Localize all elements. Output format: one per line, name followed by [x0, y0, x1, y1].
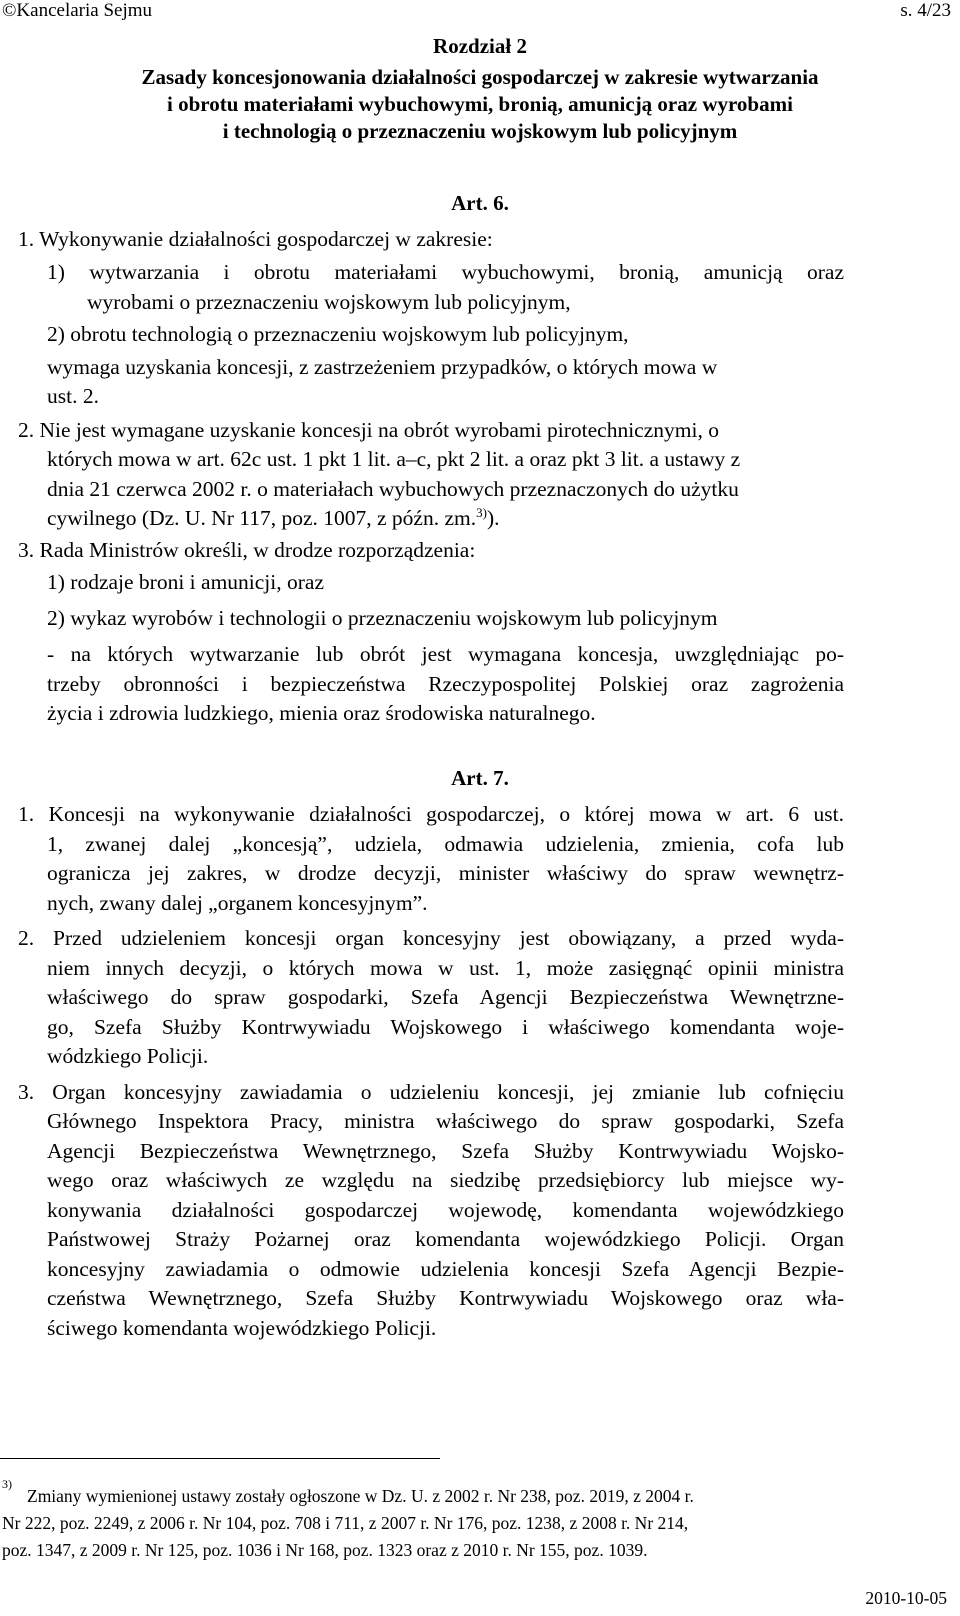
- art6-paragraph-2-line: [47, 503, 500, 533]
- art7-paragraph-1-line: 1, zwanej dalej „koncesją”, udziela, odmawia udzielenia, zmienia, cofa lub: [47, 832, 844, 856]
- art6-point-1-cont: wyrobami o przeznaczeniu wojskowym lub policyjnym,: [87, 290, 571, 314]
- art7-paragraph-2-line: wódzkiego Policji.: [47, 1044, 209, 1068]
- chapter-title: Rozdział 2: [433, 34, 527, 58]
- art7-paragraph-3-line: wego oraz właściwych ze względu na siedzibę przedsiębiorcy lub miejsce wy-: [47, 1168, 844, 1192]
- art7-paragraph-1-line: ogranicza jej zakres, w drodze decyzji, minister właściwy do spraw wewnętrz-: [47, 861, 844, 885]
- art6-text: cywilnego (Dz. U. Nr 117, poz. 1007, z późn. zm.: [47, 506, 477, 530]
- art6-point-1: 1) wytwarzania i obrotu materiałami wybuchowymi, bronią, amunicją oraz: [47, 260, 844, 284]
- art6-paragraph-1-tail: wymaga uzyskania koncesji, z zastrzeżeniem przypadków, o których mowa w: [47, 355, 718, 379]
- art7-paragraph-3-line: czeństwa Wewnętrznego, Szefa Służby Kontrwywiadu Wojskowego oraz wła-: [47, 1286, 844, 1310]
- art6-paragraph-1-tail: ust. 2.: [47, 384, 99, 408]
- chapter-subtitle-line: i obrotu materiałami wybuchowymi, bronią, amunicją oraz wyrobami: [167, 92, 793, 116]
- art6-paragraph-3-tail: - na których wytwarzanie lub obrót jest wymagana koncesja, uwzględniając po-: [47, 642, 844, 666]
- document-date: 2010-10-05: [865, 1588, 947, 1608]
- art7-paragraph-2: 2. Przed udzieleniem koncesji organ koncesyjny jest obowiązany, a przed wyda-: [18, 926, 844, 950]
- art6-paragraph-3-point-1: 1) rodzaje broni i amunicji, oraz: [47, 570, 325, 594]
- footnote-ref: 3): [476, 504, 487, 520]
- art6-paragraph-3: 3. Rada Ministrów określi, w drodze rozporządzenia:: [18, 538, 476, 562]
- footnote-line: Zmiany wymienionej ustawy zostały ogłoszone w Dz. U. z 2002 r. Nr 238, poz. 2019, z 2004 r.: [27, 1486, 694, 1506]
- art7-paragraph-3-line: Państwowej Straży Pożarnej oraz komendanta wojewódzkiego Policji. Organ: [47, 1227, 844, 1251]
- footnote-line: Nr 222, poz. 2249, z 2006 r. Nr 104, poz. 708 i 711, z 2007 r. Nr 176, poz. 1238, z 2008 r. Nr 214,: [2, 1513, 689, 1533]
- art6-paragraph-2-line: dnia 21 czerwca 2002 r. o materiałach wybuchowych przeznaczonych do użytku: [47, 477, 739, 501]
- art7-paragraph-3-line: Agencji Bezpieczeństwa Wewnętrznego, Szefa Służby Kontrwywiadu Wojsko-: [47, 1139, 844, 1163]
- footnote-marker: 3): [2, 1477, 12, 1491]
- art7-paragraph-2-line: niem innych decyzji, o których mowa w ust. 1, może zasięgnąć opinii ministra: [47, 956, 844, 980]
- art6-text: ).: [486, 506, 500, 530]
- art7-paragraph-3-line: Głównego Inspektora Pracy, ministra właściwego do spraw gospodarki, Szefa: [47, 1109, 844, 1133]
- article-7-heading: Art. 7.: [451, 766, 509, 790]
- art6-paragraph-2-line: których mowa w art. 62c ust. 1 pkt 1 lit. a–c, pkt 2 lit. a oraz pkt 3 lit. a ustawy z: [47, 447, 741, 471]
- art7-paragraph-3: 3. Organ koncesyjny zawiadamia o udzieleniu koncesji, jej zmianie lub cofnięciu: [18, 1080, 844, 1104]
- chapter-subtitle-line: i technologią o przeznaczeniu wojskowym lub policyjnym: [222, 119, 738, 143]
- art6-paragraph-3-tail: życia i zdrowia ludzkiego, mienia oraz środowiska naturalnego.: [47, 701, 596, 725]
- art7-paragraph-1: 1. Koncesji na wykonywanie działalności gospodarczej, o której mowa w art. 6 ust.: [18, 802, 844, 826]
- page-number: s. 4/23: [900, 0, 951, 21]
- art6-paragraph-1: 1. Wykonywanie działalności gospodarczej w zakresie:: [18, 227, 493, 251]
- chapter-subtitle-line: Zasady koncesjonowania działalności gospodarczej w zakresie wytwarzania: [141, 65, 819, 89]
- publisher-label: ©Kancelaria Sejmu: [2, 0, 153, 21]
- art7-paragraph-3-line: ściwego komendanta wojewódzkiego Policji.: [47, 1316, 437, 1340]
- art6-point-2: 2) obrotu technologią o przeznaczeniu wojskowym lub policyjnym,: [47, 322, 629, 346]
- art7-paragraph-2-line: właściwego do spraw gospodarki, Szefa Agencji Bezpieczeństwa Wewnętrzne-: [47, 985, 844, 1009]
- art7-paragraph-3-line: koncesyjny zawiadamia o odmowie udzielenia koncesji Szefa Agencji Bezpie-: [47, 1257, 844, 1281]
- art7-paragraph-1-line: nych, zwany dalej „organem koncesyjnym”.: [47, 891, 428, 915]
- article-6-heading: Art. 6.: [451, 191, 509, 215]
- footnote-line: poz. 1347, z 2009 r. Nr 125, poz. 1036 i Nr 168, poz. 1323 oraz z 2010 r. Nr 155, poz. 1039.: [2, 1540, 648, 1560]
- art6-paragraph-3-tail: trzeby obronności i bezpieczeństwa Rzeczypospolitej Polskiej oraz zagrożenia: [47, 672, 844, 696]
- art6-paragraph-3-point-2: 2) wykaz wyrobów i technologii o przeznaczeniu wojskowym lub policyjnym: [47, 606, 718, 630]
- art7-paragraph-3-line: konywania działalności gospodarczej wojewodę, komendanta wojewódzkiego: [47, 1198, 844, 1222]
- footnote-separator: [0, 1458, 440, 1459]
- art7-paragraph-2-line: go, Szefa Służby Kontrwywiadu Wojskowego i właściwego komendanta woje-: [47, 1015, 844, 1039]
- art6-paragraph-2: 2. Nie jest wymagane uzyskanie koncesji na obrót wyrobami pirotechnicznymi, o: [18, 418, 719, 442]
